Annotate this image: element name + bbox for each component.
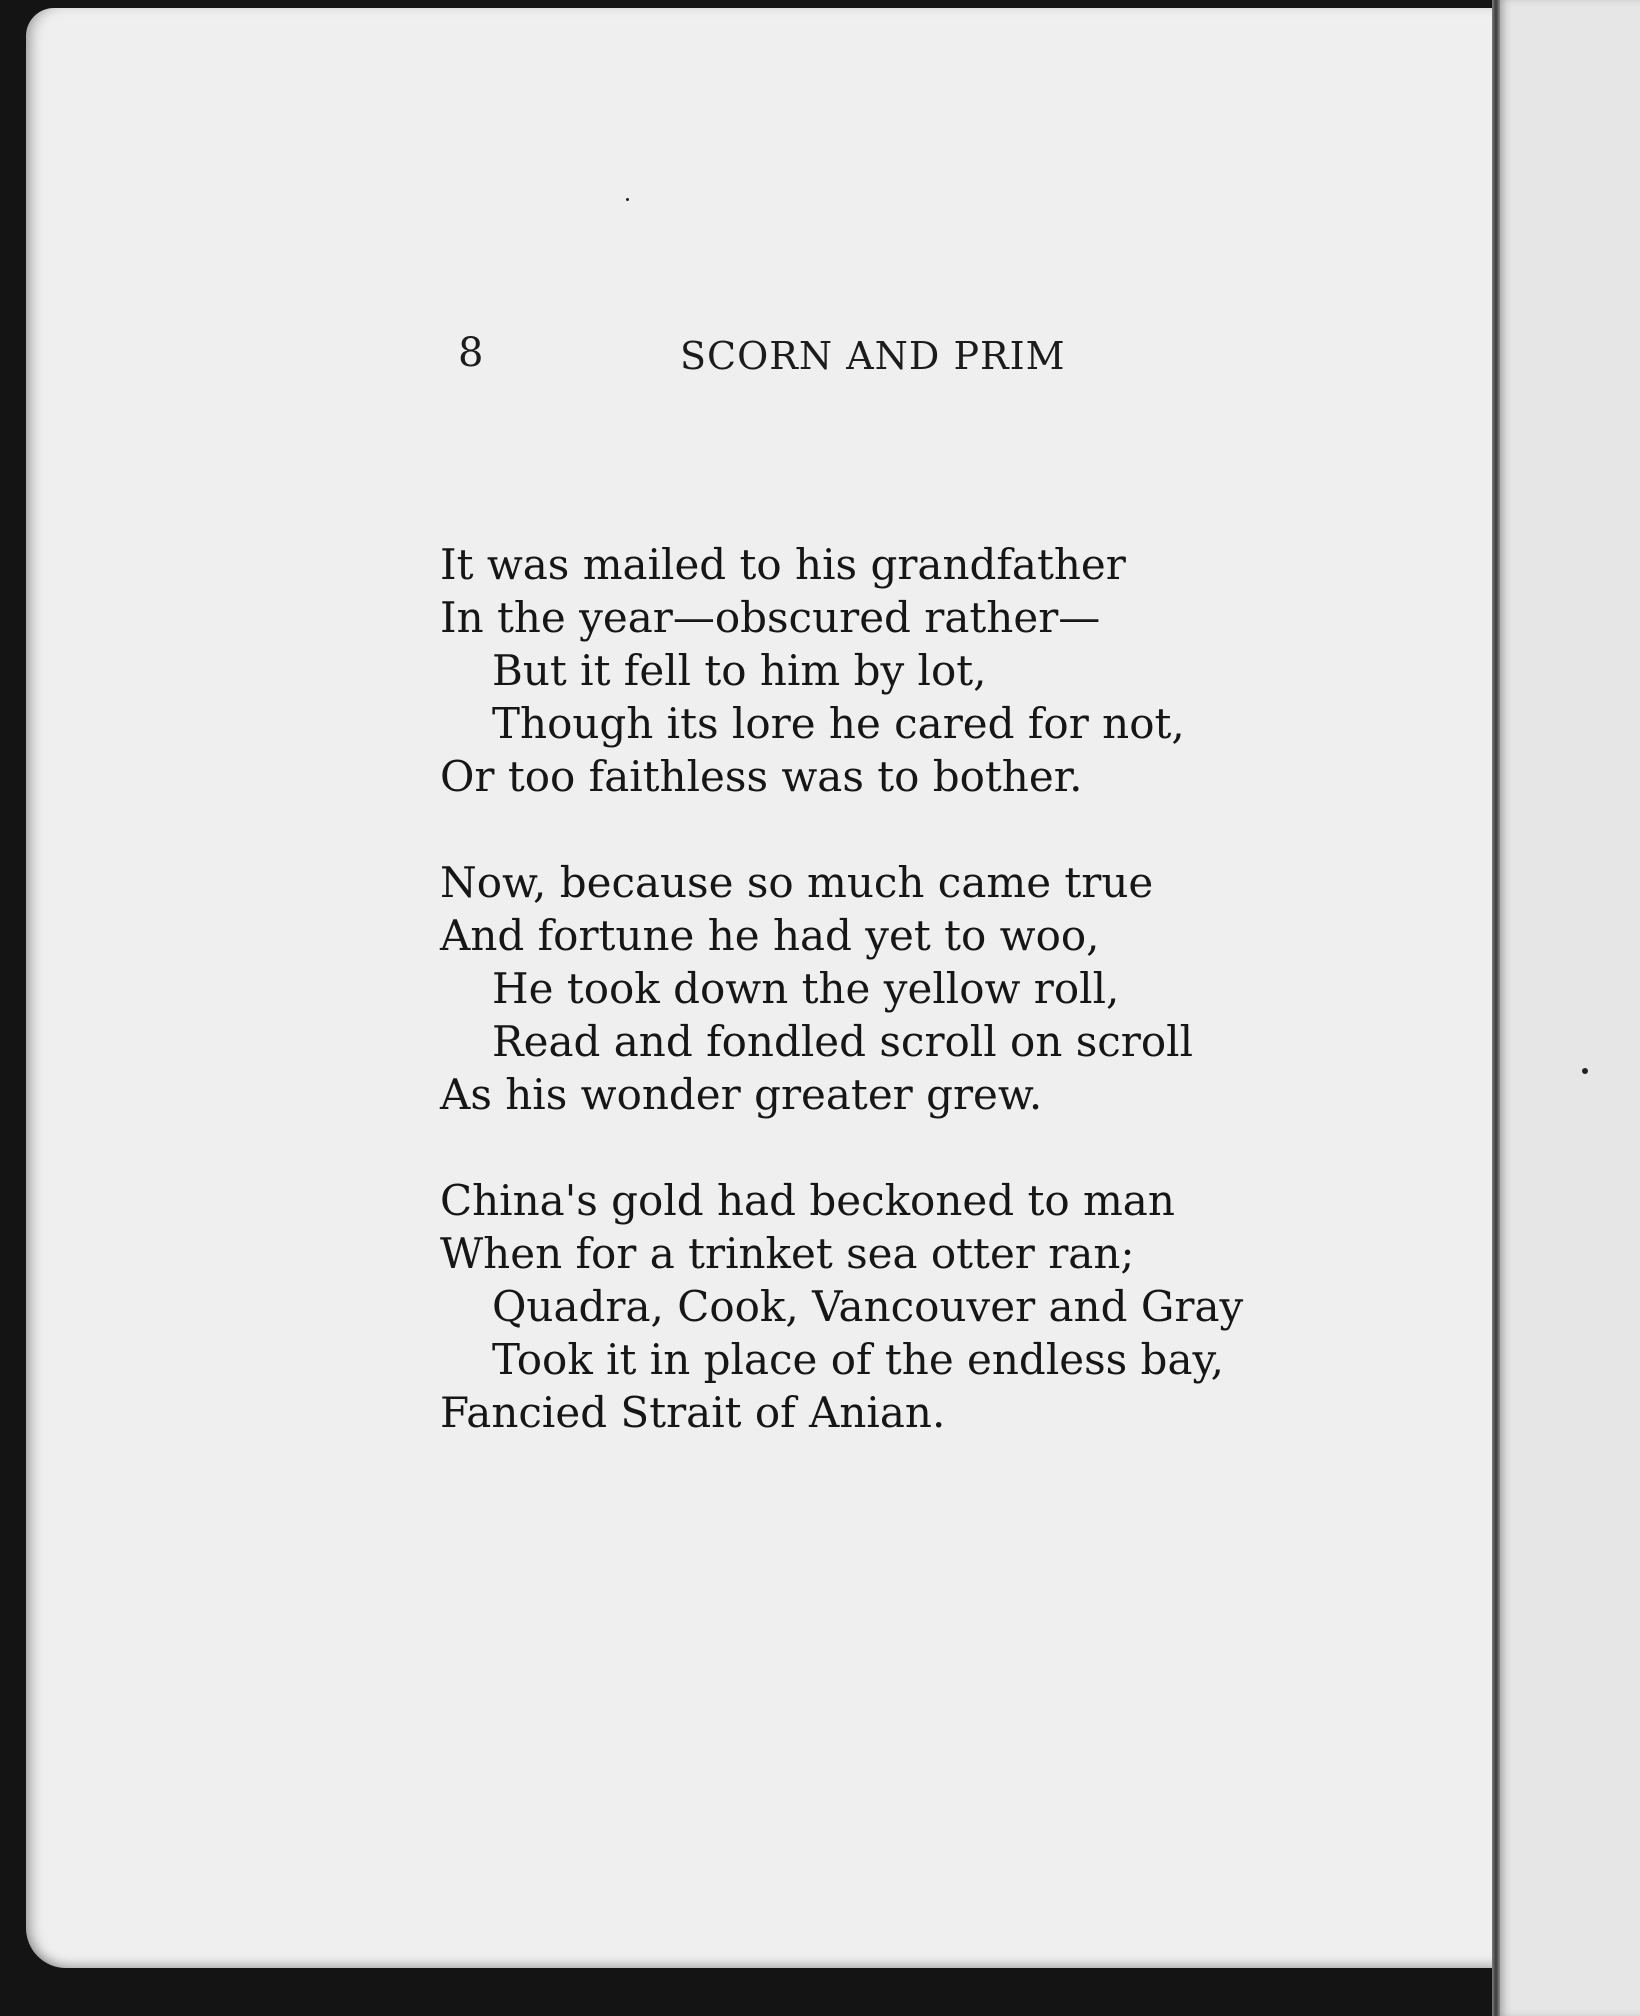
poem-line: China's gold had beckoned to man <box>440 1176 1175 1225</box>
poem-line: It was mailed to his grandfather <box>440 540 1126 589</box>
stanza <box>440 856 1340 1121</box>
poem-line: Now, because so much came true <box>440 858 1154 907</box>
poem-line: Read and fondled scroll on scroll <box>492 1017 1194 1066</box>
running-title: SCORN AND PRIM <box>680 334 1066 378</box>
ink-speck <box>1582 1068 1588 1074</box>
running-head <box>0 330 1640 380</box>
poem-line: In the year—obscured rather— <box>440 593 1101 642</box>
poem-line: Quadra, Cook, Vancouver and Gray <box>492 1282 1244 1331</box>
poem-line: As his wonder greater grew. <box>440 1070 1043 1119</box>
stanza <box>440 1174 1340 1439</box>
poem-line: Though its lore he cared for not, <box>492 699 1185 748</box>
page-number: 8 <box>458 330 484 376</box>
poem <box>440 538 1340 1492</box>
poem-line: He took down the yellow roll, <box>492 964 1120 1013</box>
facing-page-edge <box>1500 0 1640 2016</box>
poem-line: And fortune he had yet to woo, <box>440 911 1100 960</box>
poem-line: Fancied Strait of Anian. <box>440 1388 946 1437</box>
poem-line: Or too faithless was to bother. <box>440 752 1083 801</box>
ink-speck <box>626 198 629 201</box>
book-gutter <box>1492 0 1500 2016</box>
poem-line: But it fell to him by lot, <box>492 646 987 695</box>
poem-line: When for a trinket sea otter ran; <box>440 1229 1135 1278</box>
stanza <box>440 538 1340 803</box>
poem-line: Took it in place of the endless bay, <box>492 1335 1224 1384</box>
